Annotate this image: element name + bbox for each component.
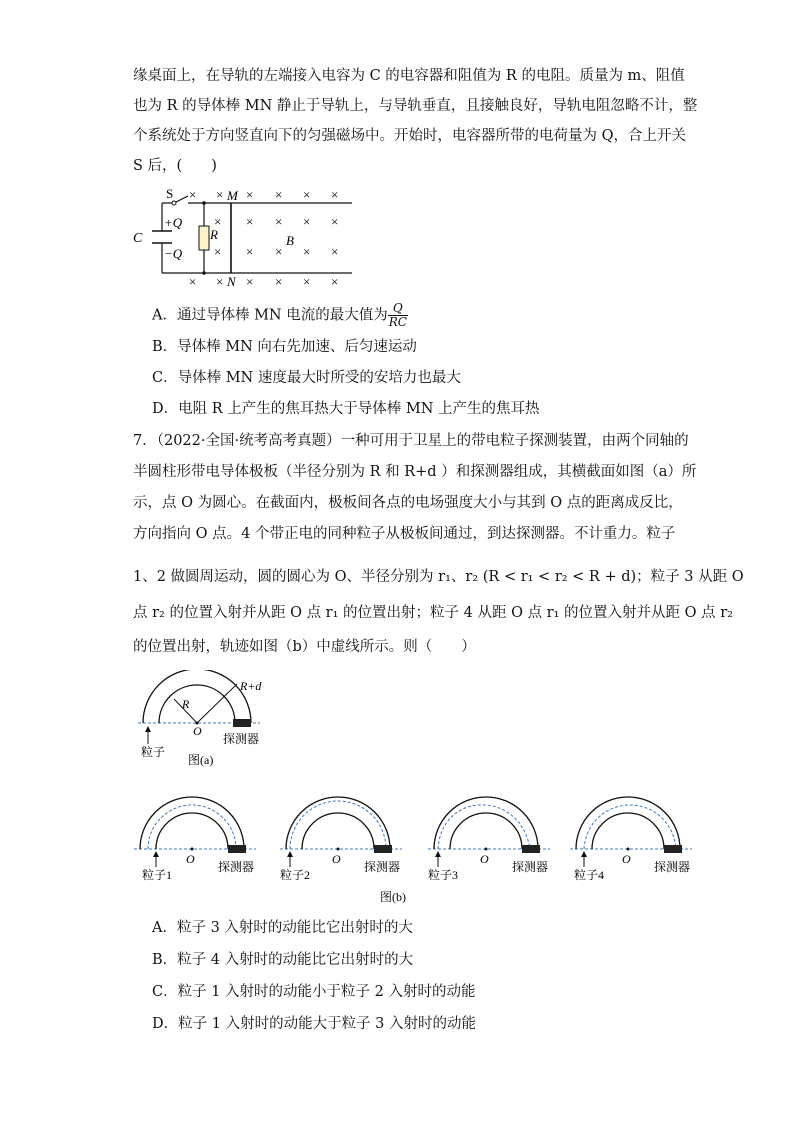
svg-text:×: × [246, 244, 254, 259]
fig-a-particle-label: 粒子 [141, 745, 166, 759]
q6-option-d[interactable]: D．电阻 R 上产生的焦耳热大于导体棒 MN 上产生的焦耳热 [152, 401, 540, 417]
q7-stem-line-1: 7．（2022·全国·统考高考真题）一种可用于卫星上的带电粒子探测装置，由两个同轴的 [133, 433, 689, 449]
svg-text:粒子3: 粒子3 [428, 868, 459, 882]
switch-label: S [166, 186, 174, 201]
q6-stem-line-1: 缘桌面上，在导轨的左端接入电容为 C 的电容器和阻值为 R 的电阻。质量为 m、阻值 [133, 68, 685, 84]
svg-text:×: × [246, 214, 254, 229]
svg-text:O: O [622, 852, 631, 866]
svg-text:探测器: 探测器 [364, 860, 401, 874]
q6-stem-line-4: S 后，( ) [133, 158, 217, 174]
q7-stem-line-2: 半圆柱形带电导体极板（半径分别为 R 和 R+d ）和探测器组成，其横截面如图（a）所 [133, 464, 697, 480]
svg-text:粒子1: 粒子1 [142, 868, 173, 882]
svg-text:×: × [275, 244, 283, 259]
svg-text:O: O [186, 852, 195, 866]
svg-text:×: × [303, 214, 311, 229]
svg-text:×: × [189, 187, 197, 202]
svg-text:×: × [214, 214, 222, 229]
fig-b-panel-4 [570, 797, 692, 882]
fig-a-caption: 图(a) [188, 753, 214, 767]
q6-option-a-text: A．通过导体棒 MN 电流的最大值为 [152, 307, 388, 324]
q7-stem-line-3: 示，点 O 为圆心。在截面内，极板间各点的电场强度大小与其到 O 点的距离成反比， [133, 495, 683, 511]
q7-option-c[interactable]: C．粒子 1 入射时的动能小于粒子 2 入射时的动能 [152, 984, 476, 1000]
q7-option-a[interactable]: A．粒子 3 入射时的动能比它出射时的大 [152, 920, 413, 936]
fig-b-panel-1 [134, 797, 256, 882]
capacitor-label: C [133, 231, 143, 246]
svg-text:O: O [480, 852, 489, 866]
svg-text:×: × [189, 274, 197, 289]
q7-stem-line-4: 方向指向 O 点。4 个带正电的同种粒子从极板间通过，到达探测器。不计重力。粒子 [133, 526, 676, 542]
svg-text:×: × [246, 187, 254, 202]
fig-b-caption: 图(b) [380, 890, 406, 904]
q7-option-b[interactable]: B．粒子 4 入射时的动能比它出射时的大 [152, 952, 414, 968]
fig-a-r-label: R [182, 697, 190, 711]
fig-a-detector-label: 探测器 [223, 732, 260, 746]
q-over-rc-fraction: $\frac{Q}{RC}$ [388, 301, 407, 329]
fig-a-rd-label: R+d [240, 679, 262, 693]
svg-text:×: × [246, 274, 254, 289]
svg-text:×: × [303, 274, 311, 289]
svg-text:×: × [331, 274, 339, 289]
q6-option-a[interactable] [152, 302, 408, 329]
svg-text:探测器: 探测器 [218, 860, 255, 874]
fig-b-panel-3 [428, 797, 550, 882]
svg-text:×: × [275, 274, 283, 289]
svg-text:O: O [332, 852, 341, 866]
rod-bottom-label: N [227, 274, 236, 289]
svg-text:×: × [331, 244, 339, 259]
svg-text:×: × [216, 187, 224, 202]
svg-text:探测器: 探测器 [512, 860, 549, 874]
minus-q-label: −Q [164, 246, 183, 261]
svg-text:×: × [331, 214, 339, 229]
svg-text:×: × [275, 187, 283, 202]
fig-a-o-label: O [193, 724, 202, 738]
q6-option-c[interactable]: C．导体棒 MN 速度最大时所受的安培力也最大 [152, 370, 461, 386]
svg-text:×: × [214, 244, 222, 259]
svg-text:×: × [216, 274, 224, 289]
svg-text:×: × [331, 187, 339, 202]
circuit-diagram [130, 183, 370, 293]
svg-text:粒子2: 粒子2 [280, 868, 311, 882]
svg-text:探测器: 探测器 [654, 860, 691, 874]
q7-stem-line-6: 点 r₂ 的位置入射并从距 O 点 r₁ 的位置出射；粒子 4 从距 O 点 r₁ 的位置入射并从距 O 点 r₂ [133, 605, 733, 621]
q6-stem-line-3: 个系统处于方向竖直向下的匀强磁场中。开始时，电容器所带的电荷量为 Q，合上开关 [133, 128, 686, 144]
fig-b-panel-2 [280, 797, 402, 882]
figure-a [138, 670, 298, 770]
svg-text:粒子4: 粒子4 [574, 868, 605, 882]
figure-b [134, 795, 694, 905]
resistor-label: R [210, 227, 218, 242]
field-label: B [286, 233, 294, 248]
svg-text:×: × [303, 187, 311, 202]
rod-top-label: M [227, 188, 238, 203]
q7-option-d[interactable]: D．粒子 1 入射时的动能大于粒子 3 入射时的动能 [152, 1016, 477, 1032]
q7-stem-line-7: 的位置出射，轨迹如图（b）中虚线所示。则（ ） [133, 639, 476, 655]
q6-option-b[interactable]: B．导体棒 MN 向右先加速、后匀速运动 [152, 339, 417, 355]
q7-stem-line-5: 1、2 做圆周运动，圆的圆心为 O、半径分别为 r₁、r₂ (R < r₁ < r₂ < R + d)；粒子 3 从距 O [133, 569, 744, 585]
plus-q-label: +Q [164, 215, 183, 230]
svg-text:×: × [275, 214, 283, 229]
q6-stem-line-2: 也为 R 的导体棒 MN 静止于导轨上，与导轨垂直，且接触良好，导轨电阻忽略不计，整 [133, 98, 698, 114]
svg-text:×: × [303, 244, 311, 259]
